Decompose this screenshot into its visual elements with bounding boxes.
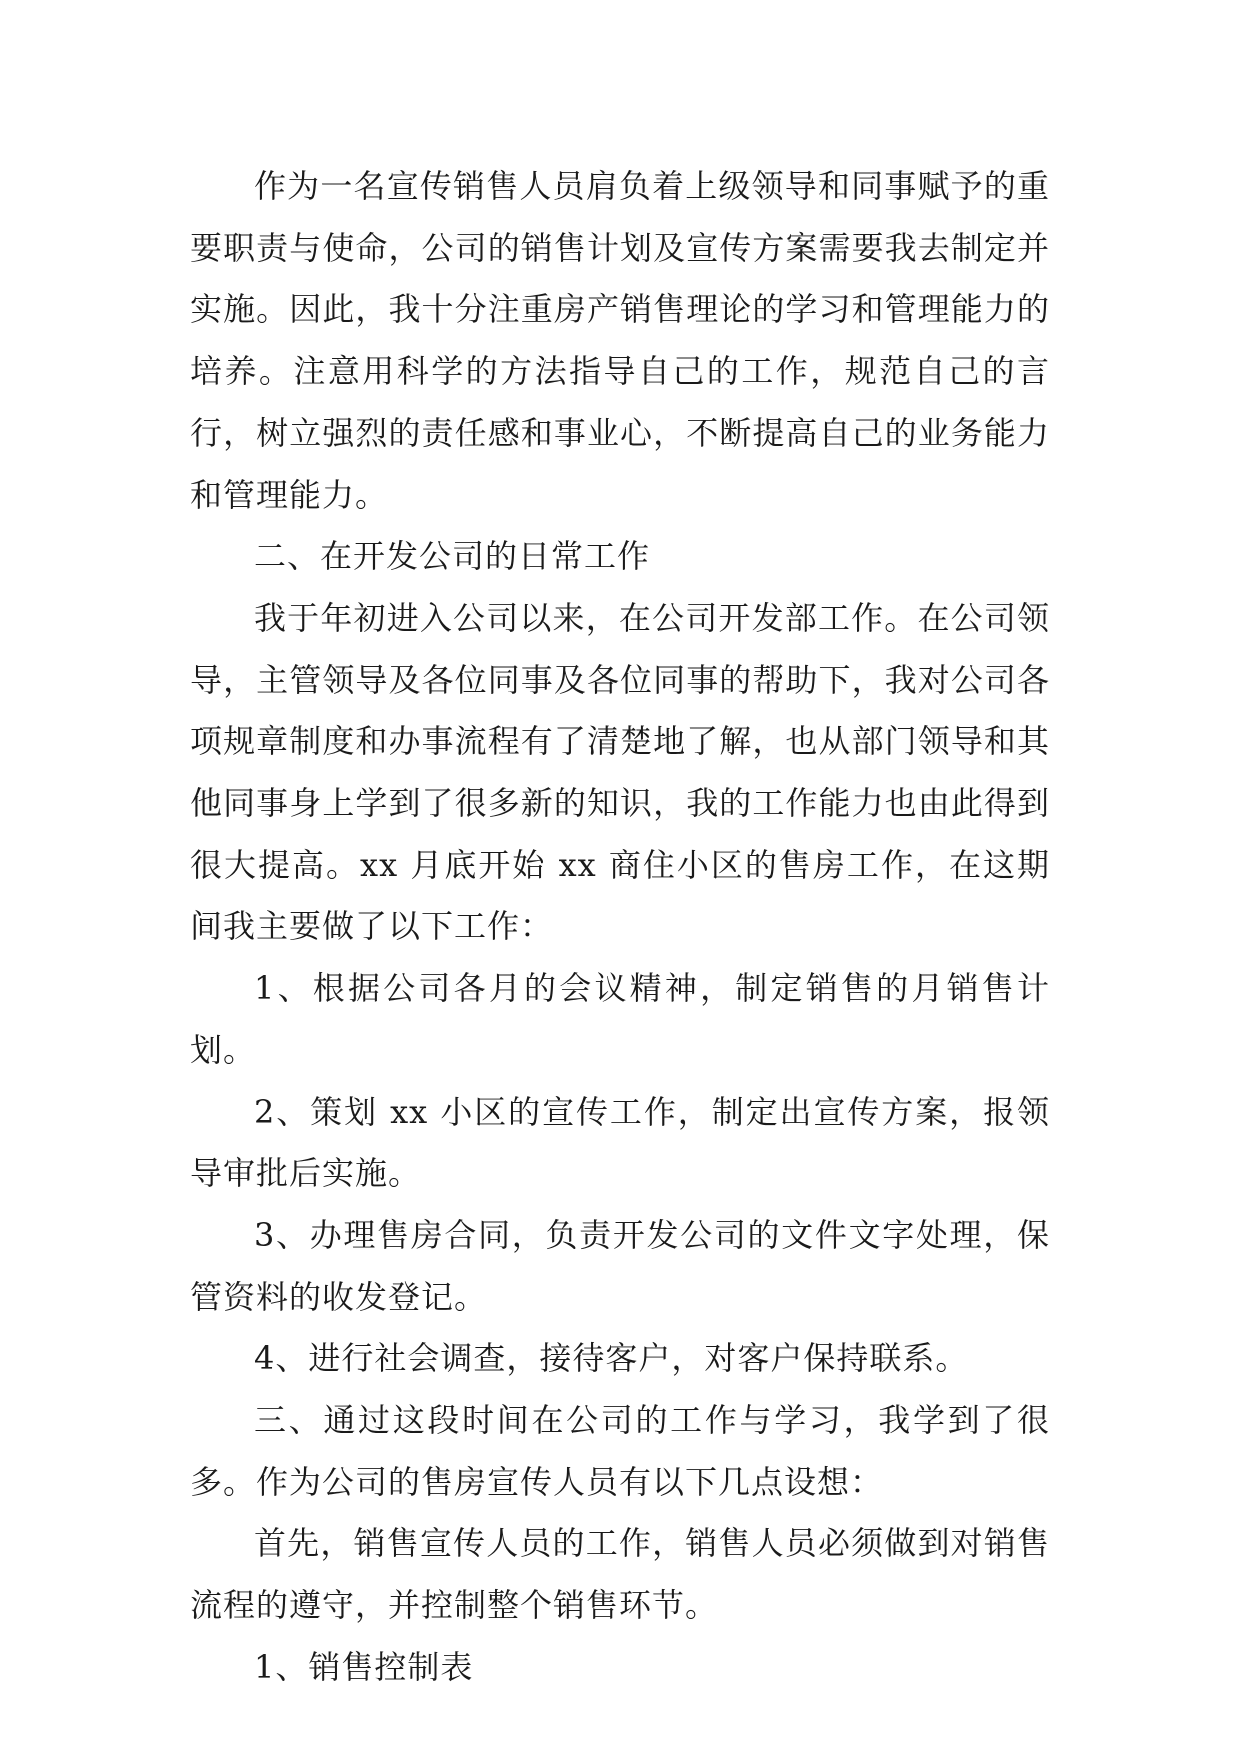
list-item-1: 1、根据公司各月的会议精神，制定销售的月销售计划。 (190, 969, 1050, 1069)
paragraph-joining-company: 我于年初进入公司以来，在公司开发部工作。在公司领导，主管领导及各位同事及各位同事的帮助下，我对公司各项规章制度和办事流程有了清楚地了解，也从部门领导和其他同事身上学到了很多新的知识，我的工作能力也由此得到很大提高。xx 月底开始 xx 商住小区的售房工作，在这期间我主要做了以下工作： (190, 598, 1050, 946)
document-body (190, 156, 1050, 1699)
section-heading-daily-work: 二、在开发公司的日常工作 (254, 537, 651, 576)
paragraph-responsibility: 作为一名宣传销售人员肩负着上级领导和同事赋予的重要职责与使命，公司的销售计划及宣传方案需要我去制定并实施。因此，我十分注重房产销售理论的学习和管理能力的培养。注意用科学的方法指导自己的工作，规范自己的言行，树立强烈的责任感和事业心，不断提高自己的业务能力和管理能力。 (190, 167, 1050, 514)
list-item-4: 4、进行社会调查，接待客户，对客户保持联系。 (254, 1339, 969, 1378)
paragraph-first: 首先，销售宣传人员的工作，销售人员必须做到对销售流程的遵守，并控制整个销售环节。 (190, 1524, 1050, 1625)
section-heading-ideas: 三、通过这段时间在公司的工作与学习，我学到了很多。作为公司的售房宣传人员有以下几点设想： (190, 1401, 1050, 1501)
list-item-3: 3、办理售房合同，负责开发公司的文件文字处理，保管资料的收发登记。 (190, 1215, 1050, 1316)
subheading-sales-control-table: 1、销售控制表 (254, 1647, 474, 1686)
list-item-2: 2、策划 xx 小区的宣传工作，制定出宣传方案，报领导审批后实施。 (190, 1092, 1050, 1193)
